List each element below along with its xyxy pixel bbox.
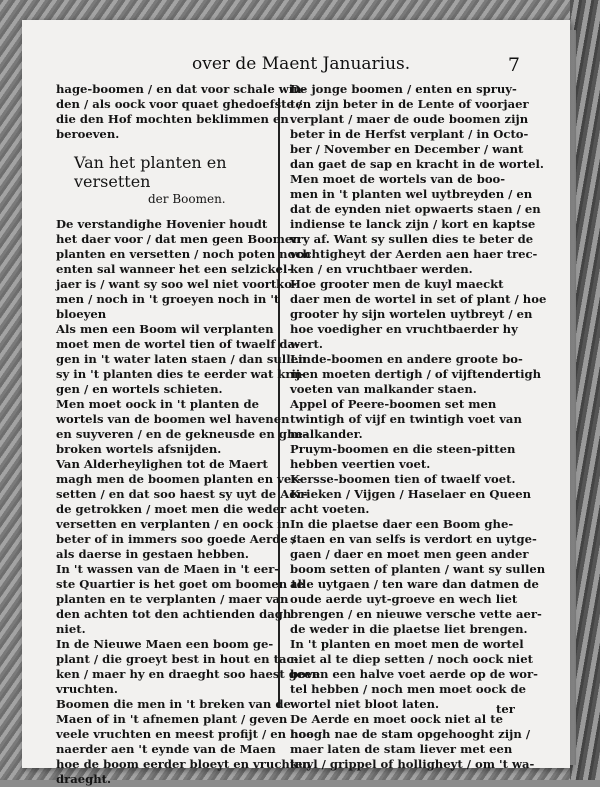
- text-line: ste Quartier is het goet om boomen te: [56, 577, 304, 591]
- text-line: ten zijn beter in de Lente of voorjaer: [290, 97, 529, 111]
- text-line: acht voeten.: [290, 502, 370, 516]
- paragraph: [290, 277, 547, 352]
- text-line: beter in de Herfst verplant / in Octo-: [290, 127, 529, 141]
- text-line: indiense te lanck zijn / kort en kaptse: [290, 217, 536, 231]
- text-line: wortels van de boomen wel havenen: [56, 412, 290, 426]
- text-line: verplant / maer de oude boomen zijn: [290, 112, 529, 126]
- text-line: setten / en dat soo haest sy uyt de Aer-: [56, 487, 308, 501]
- running-title: over de Maent Januarius.: [192, 54, 411, 74]
- text-line: daer men de wortel in set of plant / hoe: [290, 292, 547, 306]
- text-line: voeten van malkander staen.: [290, 382, 477, 396]
- text-line: alle uytgaen / ten ware dan datmen de: [290, 577, 539, 591]
- text-line: hebben veertien voet.: [290, 457, 431, 471]
- text-line: Boomen die men in 't breken van de: [56, 697, 291, 711]
- text-line: versetten en verplanten / en oock in: [56, 517, 290, 531]
- text-line: hage-boomen / en dat voor schale win-: [56, 82, 307, 96]
- section-subheading: der Boomen.: [148, 192, 226, 206]
- paragraph: [56, 637, 321, 697]
- text-line: oude aerde uyt-groeve en wech liet: [290, 592, 518, 606]
- text-line: wortel niet bloot laten.: [290, 697, 440, 711]
- text-line: naerder aen 't eynde van de Maen: [56, 742, 276, 756]
- book-page: [22, 20, 570, 786]
- text-line: hoogh nae de stam opgehooght zijn /: [290, 727, 531, 741]
- text-line: planten en te verplanten / maer van: [56, 592, 289, 606]
- paragraph: [290, 637, 538, 712]
- text-line: plant / die groeyt best in hout en tac-: [56, 652, 299, 666]
- text-line: gen in 't water laten staen / dan sullen: [56, 352, 307, 366]
- intro-paragraph: [56, 82, 307, 142]
- text-line: hoe de boom eerder bloeyt en vruchten: [56, 757, 311, 771]
- text-line: grooter hy sijn wortelen uytbreyt / en: [290, 307, 533, 321]
- paragraph: [290, 352, 542, 397]
- text-line: dat de eynden niet opwaerts staen / en: [290, 202, 541, 216]
- text-line: malkander.: [290, 427, 363, 441]
- paragraph: [290, 517, 546, 637]
- paragraph: [56, 397, 308, 457]
- text-line: het daer voor / dat men geen Boomen: [56, 232, 301, 246]
- text-line: Van Alderheylighen tot de Maert: [56, 457, 268, 471]
- text-line: dan gaet de sap en kracht in de wortel.: [290, 157, 544, 171]
- paragraph: [290, 712, 535, 772]
- text-line: beter of in immers soo goede Aerde /: [56, 532, 296, 546]
- paragraph: [290, 172, 541, 277]
- text-line: Men moet oock in 't planten de: [56, 397, 259, 411]
- text-line: en suyveren / en de gekneusde en ghe-: [56, 427, 308, 441]
- text-line: gen / en wortels schieten.: [56, 382, 223, 396]
- text-line: beroeven.: [56, 127, 120, 141]
- text-line: Men moet de wortels van de boo-: [290, 172, 506, 186]
- text-line: In 't planten en moet men de wortel: [290, 637, 524, 651]
- text-line: men / noch in 't groeyen noch in 't: [56, 292, 280, 306]
- text-line: De verstandighe Hovenier houdt: [56, 217, 268, 231]
- text-line: draeght.: [56, 772, 112, 786]
- text-line: In de Nieuwe Maen een boom ge-: [56, 637, 274, 651]
- text-line: De Aerde en moet oock niet al te: [290, 712, 503, 726]
- text-line: Appel of Peere-boomen set men: [290, 397, 497, 411]
- right-paragraphs: [290, 82, 547, 772]
- text-line: In die plaetse daer een Boom ghe-: [290, 517, 514, 531]
- running-header: [22, 52, 570, 82]
- text-line: broken wortels afsnijden.: [56, 442, 222, 456]
- text-line: men in 't planten wel uytbreyden / en: [290, 187, 533, 201]
- paragraph: [56, 562, 304, 637]
- text-line: gaen / daer en moet men geen ander: [290, 547, 529, 561]
- text-line: Linde-boomen en andere groote bo-: [290, 352, 523, 366]
- text-line: niet al te diep setten / noch oock niet: [290, 652, 533, 666]
- text-line: Hoe grooter men de kuyl maeckt: [290, 277, 504, 291]
- text-line: vochtigheyt der Aerden aen haer trec-: [290, 247, 538, 261]
- text-line: de weder in die plaetse liet brengen.: [290, 622, 528, 636]
- text-line: Krieken / Vijgen / Haselaer en Queen: [290, 487, 532, 501]
- paragraph: [290, 442, 514, 472]
- text-line: De jonge boomen / enten en spruy-: [290, 82, 517, 96]
- paragraph: [290, 82, 544, 172]
- text-line: bloeyen: [56, 307, 107, 321]
- text-line: vruchten.: [56, 682, 118, 696]
- text-line: ken / maer hy en draeght soo haest geen: [56, 667, 321, 681]
- text-line: boom setten of planten / want sy sullen: [290, 562, 546, 576]
- paragraph: [290, 397, 522, 442]
- paragraph: [56, 217, 311, 322]
- text-line: niet.: [56, 622, 86, 636]
- text-line: Kersse-boomen tien of twaelf voet.: [290, 472, 516, 486]
- text-line: Maen of in 't afnemen plant / geven: [56, 712, 288, 726]
- right-column: [290, 82, 547, 772]
- text-line: die den Hof mochten beklimmen en: [56, 112, 289, 126]
- text-line: twintigh of vijf en twintigh voet van: [290, 412, 522, 426]
- text-line: men moeten dertigh / of vijftendertigh: [290, 367, 542, 381]
- text-line: hoe voedigher en vruchtbaerder hy: [290, 322, 518, 336]
- text-line: enten sal wanneer het een selzickel-: [56, 262, 293, 276]
- text-line: den / als oock voor quaet ghedoefste /: [56, 97, 303, 111]
- text-line: moet men de wortel tien of twaelf da-: [56, 337, 300, 351]
- text-line: Pruym-boomen en die steen-pitten: [290, 442, 516, 456]
- text-line: jaer is / want sy soo wel niet voortko-: [56, 277, 297, 291]
- paragraph: [290, 487, 532, 517]
- text-line: brengen / en nieuwe versche vette aer-: [290, 607, 542, 621]
- paragraph: [290, 472, 514, 487]
- text-line: vry af. Want sy sullen dies te beter de: [290, 232, 534, 246]
- text-line: kuyl / grippel of holligheyt / om 't wa-: [290, 757, 535, 771]
- text-line: als daerse in gestaen hebben.: [56, 547, 249, 561]
- text-line: tel hebben / noch men moet oock de: [290, 682, 526, 696]
- text-line: sy in 't planten dies te eerder wat krij-: [56, 367, 305, 381]
- text-line: staen en van selfs is verdort en uytge-: [290, 532, 537, 546]
- text-line: ken / en vruchtbaer werden.: [290, 262, 473, 276]
- text-line: ber / November en December / want: [290, 142, 524, 156]
- section-heading: Van het planten en versetten: [74, 153, 227, 191]
- text-line: magh men de boomen planten en ver-: [56, 472, 303, 486]
- text-line: planten en versetten / noch poten noch: [56, 247, 311, 261]
- paragraph: [56, 697, 314, 787]
- paragraph: [56, 457, 308, 562]
- catchword: ter: [496, 702, 515, 716]
- text-line: maer laten de stam liever met een: [290, 742, 513, 756]
- text-line: veele vruchten en meest profijt / en hoe: [56, 727, 314, 741]
- page-number: 7: [507, 54, 520, 76]
- text-line: wert.: [290, 337, 323, 351]
- text-line: den achten tot den achtienden dagh: [56, 607, 292, 621]
- text-line: de getrokken / moet men die weder: [56, 502, 287, 516]
- text-line: In 't wassen van de Maen in 't eer-: [56, 562, 280, 576]
- text-line: Als men een Boom wil verplanten: [56, 322, 274, 336]
- text-line: boven een halve voet aerde op de wor-: [290, 667, 538, 681]
